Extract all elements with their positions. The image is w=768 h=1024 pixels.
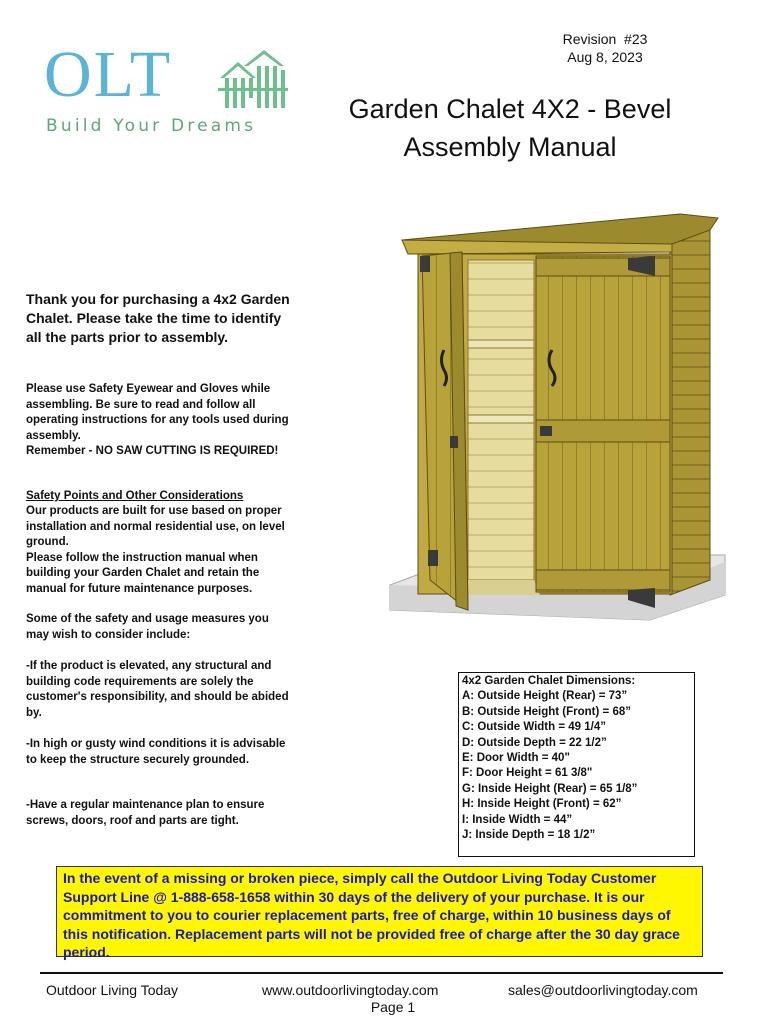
logo-tagline: Build Your Dreams [46,116,257,136]
measure-item: -If the product is elevated, any structural and building code requirements are solely the customer's responsibility, and should be abided by. [26,660,289,719]
safety-points-p1: Our products are built for use based on proper installation and normal residential use, on level ground. [26,505,285,548]
dimension-line: D: Outside Depth = 22 1/2” [462,736,607,749]
dimension-line: F: Door Height = 61 3/8" [462,767,593,780]
logo-wordmark: OLT [44,38,173,111]
dimension-line: E: Door Width = 40" [462,752,570,765]
support-notice: In the event of a missing or broken piece, simply call the Outdoor Living Today Customer Support Line @ 1-888-658-1658 within 30 days of the delivery of your purchase. It is our commitment to you to courier replacement parts, free of charge, within 10 business days of this notification. Replacement parts will not be provided free of charge after the 30 day grace period. [56,866,703,957]
dimension-line: G: Inside Height (Rear) = 65 1/8” [462,782,638,795]
houses-icon [216,48,292,112]
revision-number: Revision #23 [562,31,648,47]
measures-intro: Some of the safety and usage measures you may wish to consider include: [26,613,269,641]
dimension-line: I: Inside Width = 44” [462,813,573,826]
dimension-line: A: Outside Height (Rear) = 73” [462,690,628,703]
dimension-line: H: Inside Height (Front) = 62” [462,798,622,811]
page-number: Page 1 [370,999,416,1015]
intro-text: Thank you for purchasing a 4x2 Garden Chalet. Please take the time to identify all the parts prior to assembly. [26,291,290,345]
dimensions-heading: 4x2 Garden Chalet Dimensions: [462,675,636,687]
footer-email-link[interactable]: sales@outdoorlivingtoday.com [508,982,698,998]
dimensions-box [458,672,695,857]
page-title [300,90,720,166]
revision-info [540,30,670,66]
safety-notice [26,382,294,460]
dimension-line: C: Outside Width = 49 1/4” [462,721,606,734]
safety-points-heading: Safety Points and Other Considerations [26,490,244,502]
footer-company: Outdoor Living Today [46,982,179,998]
measure-item: -Have a regular maintenance plan to ensure screws, doors, roof and parts are tight. [26,799,265,827]
title-line-1: Garden Chalet 4X2 - Bevel [348,94,672,124]
measure-item: -In high or gusty wind conditions it is advisable to keep the structure securely grounded. [26,738,286,766]
revision-date: Aug 8, 2023 [567,49,643,65]
footer-website-link[interactable]: www.outdoorlivingtoday.com [262,982,439,998]
safety-points [26,504,294,597]
dimension-line: J: Inside Depth = 18 1/2” [462,829,596,842]
title-line-2: Assembly Manual [403,132,617,162]
dimension-line: B: Outside Height (Front) = 68” [462,705,631,718]
safety-points-p2: Please follow the instruction manual when building your Garden Chalet and retain the manual for future maintenance purposes. [26,551,260,595]
safety-text: Please use Safety Eyewear and Gloves while assembling. Be sure to read and follow all operating instructions for any tools used during assembly. [26,383,289,442]
shed-illustration [380,200,740,640]
footer-divider [40,972,723,974]
safety-remember: Remember - NO SAW CUTTING IS REQUIRED! [26,445,279,457]
